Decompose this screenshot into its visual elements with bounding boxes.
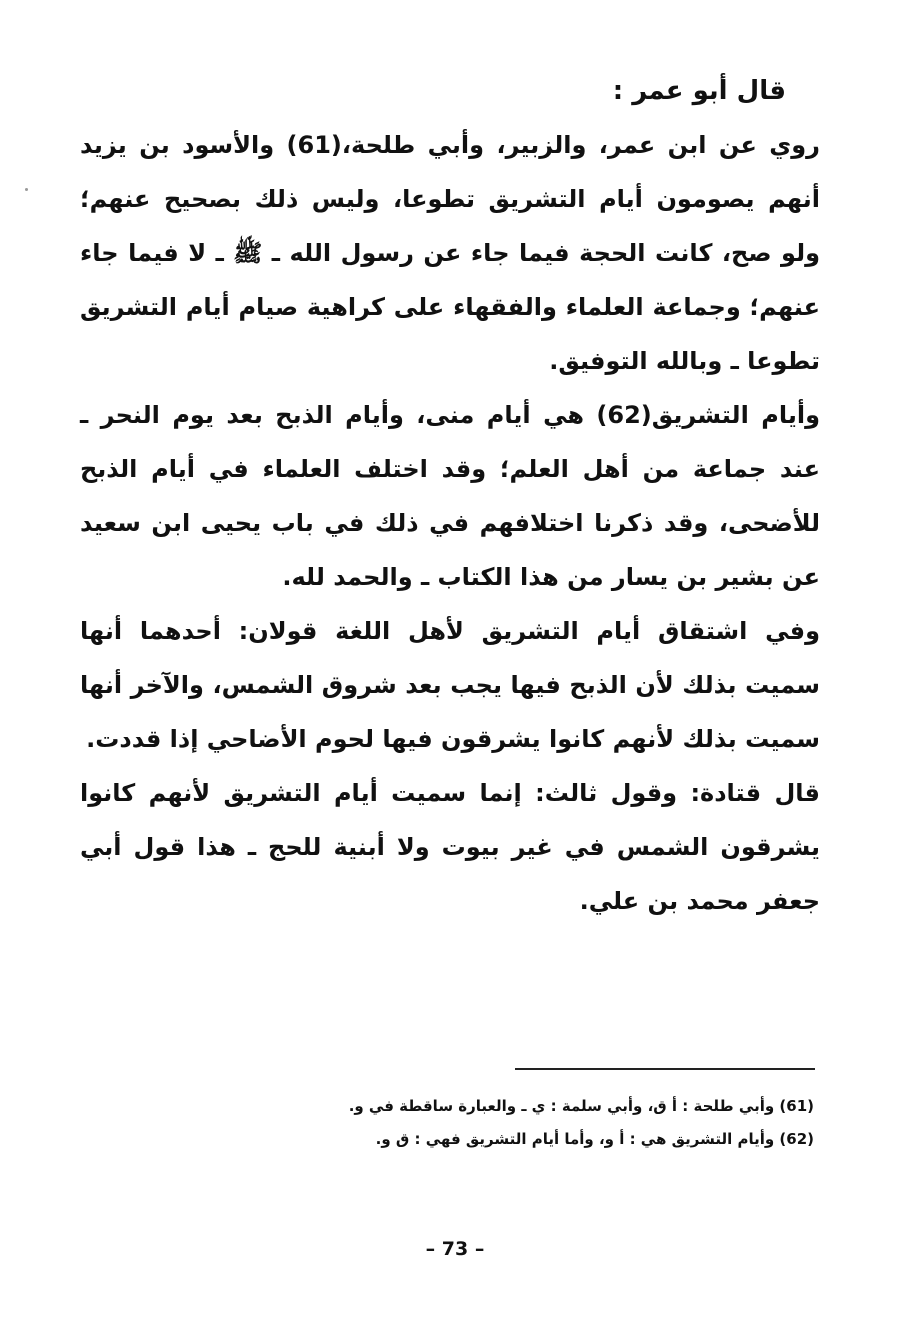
main-text-block (80, 64, 820, 928)
footnote-61: (61) وأبي طلحة : أ ق، وأبي سلمة : ي ـ والعبارة ساقطة في و. (348, 1097, 814, 1115)
paragraph-2: وأيام التشريق(62) هي أيام منى، وأيام الذبح بعد يوم النحر ـ عند جماعة من أهل العلم؛ وقد اختلف العلماء في أيام الذبح للأضحى، وقد ذكرنا اختلافهم في ذلك في باب يحيى ابن سعيد عن بشير بن يسار من هذا الكتاب ـ والحمد لله. (80, 401, 820, 591)
paragraph-3: وفي اشتقاق أيام التشريق لأهل اللغة قولان: أحدهما أنها سميت بذلك لأن الذبح فيها يجب بعد شروق الشمس، والآخر أنها سميت بذلك لأنهم كانوا يشرقون فيها لحوم الأضاحي إذا قددت. (80, 617, 820, 753)
footnote-62: (62) وأيام التشريق هي : أ و، وأما أيام التشريق فهي : ق و. (375, 1130, 814, 1148)
footnote-divider (515, 1068, 815, 1070)
footnotes (200, 1090, 814, 1156)
page-number: – 73 – (425, 1238, 485, 1260)
paragraph-1: روي عن ابن عمر، والزبير، وأبي طلحة،(61) والأسود بن يزيد أنهم يصومون أيام التشريق تطوعا، وليس ذلك بصحيح عنهم؛ ولو صح، كانت الحجة فيما جاء عن رسول الله ـ ﷺ ـ لا فيما جاء عنهم؛ وجماعة العلماء والفقهاء على كراهية صيام أيام التشريق تطوعا ـ وبالله التوفيق. (80, 131, 820, 375)
section-heading: قال أبو عمر : (612, 76, 786, 106)
paragraph-4: قال قتادة: وقول ثالث: إنما سميت أيام التشريق لأنهم كانوا يشرقون الشمس في غير بيوت ولا أبنية للحج ـ هذا قول أبي جعفر محمد بن علي. (80, 779, 820, 915)
scan-speck (25, 188, 28, 191)
